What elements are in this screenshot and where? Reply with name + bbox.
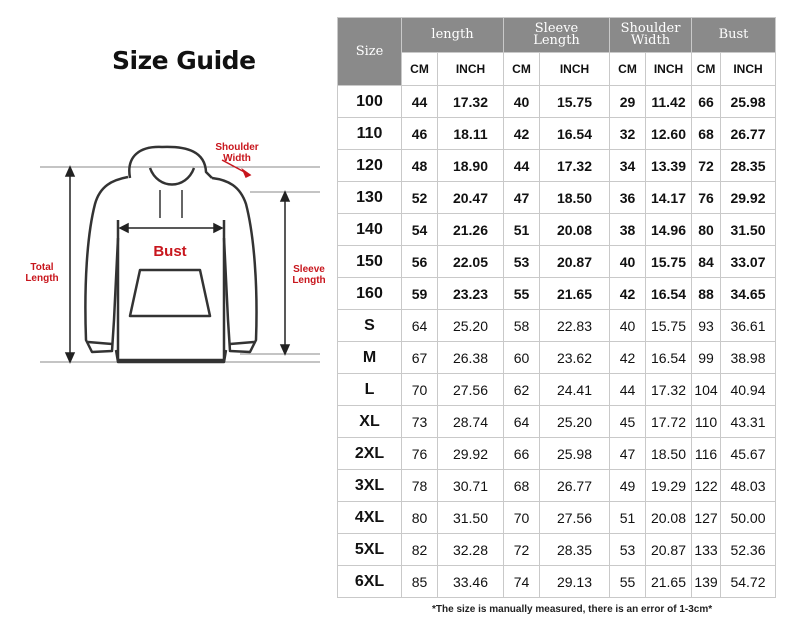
measurement-cell: 50.00 [721, 502, 776, 534]
hoodie-diagram [0, 120, 340, 380]
measurement-cell: 53 [610, 534, 646, 566]
measurement-cell: 17.32 [540, 150, 610, 182]
measurement-cell: 26.38 [438, 342, 504, 374]
table-row [338, 406, 776, 438]
measurement-cell: 21.26 [438, 214, 504, 246]
size-cell: 6XL [338, 566, 402, 598]
sleeve-length-arrow [281, 192, 289, 354]
measurement-cell: 40 [504, 86, 540, 118]
measurement-cell: 11.42 [646, 86, 692, 118]
sleeve-length-label-line1: Sleeve [293, 264, 325, 275]
bust-arrow [120, 224, 222, 232]
measurement-cell: 47 [610, 438, 646, 470]
measurement-cell: 122 [692, 470, 721, 502]
size-cell: 4XL [338, 502, 402, 534]
measurement-cell: 44 [504, 150, 540, 182]
measurement-cell: 45.67 [721, 438, 776, 470]
measurement-cell: 15.75 [646, 310, 692, 342]
size-cell: 120 [338, 150, 402, 182]
measurement-cell: 84 [692, 246, 721, 278]
page-title: Size Guide [112, 46, 256, 75]
measurement-cell: 73 [402, 406, 438, 438]
measurement-cell: 15.75 [540, 86, 610, 118]
measurement-cell: 59 [402, 278, 438, 310]
measurement-cell: 51 [504, 214, 540, 246]
measurement-cell: 72 [504, 534, 540, 566]
measurement-cell: 23.23 [438, 278, 504, 310]
measurement-cell: 74 [504, 566, 540, 598]
table-row [338, 182, 776, 214]
measurement-cell: 48 [402, 150, 438, 182]
table-row [338, 566, 776, 598]
measurement-cell: 18.50 [646, 438, 692, 470]
measurement-cell: 47 [504, 182, 540, 214]
footnote: *The size is manually measured, there is an error of 1-3cm* [432, 604, 713, 615]
measurement-cell: 68 [504, 470, 540, 502]
measurement-cell: 58 [504, 310, 540, 342]
size-header: Size [338, 18, 402, 86]
measurement-cell: 82 [402, 534, 438, 566]
measurement-cell: 55 [504, 278, 540, 310]
measurement-cell: 36 [610, 182, 646, 214]
shoulder-label-line2: Width [223, 153, 251, 164]
length-header: length [402, 18, 504, 53]
measurement-cell: 14.17 [646, 182, 692, 214]
hoodie-illustration [0, 120, 340, 380]
measurement-cell: 53 [504, 246, 540, 278]
table-row [338, 438, 776, 470]
measurement-cell: 19.29 [646, 470, 692, 502]
table-row [338, 374, 776, 406]
unit-row [338, 53, 776, 86]
measurement-cell: 34 [610, 150, 646, 182]
measurement-cell: 27.56 [438, 374, 504, 406]
guide-lines [40, 167, 320, 362]
measurement-cell: 116 [692, 438, 721, 470]
measurement-cell: 20.47 [438, 182, 504, 214]
measurement-cell: 18.90 [438, 150, 504, 182]
measurement-cell: 56 [402, 246, 438, 278]
size-rows [338, 86, 776, 598]
measurement-cell: 42 [504, 118, 540, 150]
measurement-cell: 21.65 [540, 278, 610, 310]
measurement-cell: 32.28 [438, 534, 504, 566]
measurement-cell: 62 [504, 374, 540, 406]
measurement-cell: 22.05 [438, 246, 504, 278]
measurement-cell: 20.08 [646, 502, 692, 534]
measurement-cell: 40 [610, 246, 646, 278]
unit-cell: CM [692, 53, 721, 86]
measurement-cell: 66 [504, 438, 540, 470]
measurement-cell: 29.92 [438, 438, 504, 470]
measurement-cell: 88 [692, 278, 721, 310]
size-cell: 160 [338, 278, 402, 310]
measurement-cell: 127 [692, 502, 721, 534]
table-row [338, 150, 776, 182]
unit-cell: INCH [646, 53, 692, 86]
measurement-cell: 20.87 [540, 246, 610, 278]
shoulder-label-line1: Shoulder [215, 142, 259, 153]
size-cell: 130 [338, 182, 402, 214]
measurement-cell: 133 [692, 534, 721, 566]
measurement-cell: 46 [402, 118, 438, 150]
measurement-cell: 17.32 [438, 86, 504, 118]
bust-header: Bust [692, 18, 776, 53]
measurement-cell: 22.83 [540, 310, 610, 342]
total-length-arrow [66, 167, 74, 362]
size-cell: 150 [338, 246, 402, 278]
measurement-cell: 60 [504, 342, 540, 374]
measurement-cell: 54.72 [721, 566, 776, 598]
measurement-cell: 76 [692, 182, 721, 214]
size-cell: 2XL [338, 438, 402, 470]
measurement-cell: 14.96 [646, 214, 692, 246]
measurement-cell: 17.72 [646, 406, 692, 438]
measurement-cell: 16.54 [646, 342, 692, 374]
measurement-cell: 36.61 [721, 310, 776, 342]
measurement-cell: 33.46 [438, 566, 504, 598]
size-cell: M [338, 342, 402, 374]
measurement-cell: 28.35 [540, 534, 610, 566]
measurement-cell: 25.98 [721, 86, 776, 118]
table-row [338, 246, 776, 278]
sleeve-length-header: Sleeve Length [504, 18, 610, 53]
size-cell: 5XL [338, 534, 402, 566]
measurement-cell: 52.36 [721, 534, 776, 566]
unit-cell: INCH [721, 53, 776, 86]
measurement-cell: 139 [692, 566, 721, 598]
unit-cell: CM [610, 53, 646, 86]
size-cell: 3XL [338, 470, 402, 502]
measurement-cell: 25.20 [438, 310, 504, 342]
table-row [338, 534, 776, 566]
measurement-cell: 25.20 [540, 406, 610, 438]
measurement-cell: 93 [692, 310, 721, 342]
bust-label: Bust [153, 243, 187, 260]
measurement-cell: 80 [692, 214, 721, 246]
size-table [337, 17, 776, 598]
measurement-cell: 42 [610, 278, 646, 310]
measurement-cell: 64 [504, 406, 540, 438]
measurement-cell: 31.50 [721, 214, 776, 246]
measurement-cell: 18.50 [540, 182, 610, 214]
table-row [338, 86, 776, 118]
measurement-cell: 68 [692, 118, 721, 150]
table-row [338, 342, 776, 374]
measurement-cell: 20.08 [540, 214, 610, 246]
measurement-cell: 29.13 [540, 566, 610, 598]
measurement-cell: 99 [692, 342, 721, 374]
measurement-cell: 42 [610, 342, 646, 374]
measurement-cell: 33.07 [721, 246, 776, 278]
unit-cell: INCH [540, 53, 610, 86]
measurement-cell: 15.75 [646, 246, 692, 278]
measurement-cell: 21.65 [646, 566, 692, 598]
measurement-cell: 29.92 [721, 182, 776, 214]
measurement-cell: 45 [610, 406, 646, 438]
measurement-cell: 51 [610, 502, 646, 534]
measurement-cell: 64 [402, 310, 438, 342]
measurement-cell: 44 [402, 86, 438, 118]
measurement-cell: 70 [402, 374, 438, 406]
measurement-cell: 43.31 [721, 406, 776, 438]
table-row [338, 118, 776, 150]
unit-cell: INCH [438, 53, 504, 86]
size-cell: 110 [338, 118, 402, 150]
measurement-cell: 104 [692, 374, 721, 406]
measurement-cell: 78 [402, 470, 438, 502]
unit-cell: CM [504, 53, 540, 86]
measurement-cell: 13.39 [646, 150, 692, 182]
sleeve-length-label-line2: Length [292, 275, 326, 286]
measurement-cell: 23.62 [540, 342, 610, 374]
measurement-cell: 24.41 [540, 374, 610, 406]
header-group-row [338, 18, 776, 53]
table-row [338, 502, 776, 534]
measurement-cell: 38 [610, 214, 646, 246]
measurement-cell: 34.65 [721, 278, 776, 310]
measurement-cell: 27.56 [540, 502, 610, 534]
measurement-cell: 54 [402, 214, 438, 246]
measurement-cell: 18.11 [438, 118, 504, 150]
size-cell: 100 [338, 86, 402, 118]
measurement-cell: 32 [610, 118, 646, 150]
measurement-cell: 38.98 [721, 342, 776, 374]
measurement-cell: 40.94 [721, 374, 776, 406]
measurement-cell: 25.98 [540, 438, 610, 470]
measurement-cell: 12.60 [646, 118, 692, 150]
measurement-cell: 28.74 [438, 406, 504, 438]
measurement-cell: 26.77 [721, 118, 776, 150]
measurement-cell: 29 [610, 86, 646, 118]
measurement-cell: 67 [402, 342, 438, 374]
measurement-cell: 66 [692, 86, 721, 118]
table-row [338, 470, 776, 502]
hoodie-drawstrings [160, 190, 182, 218]
measurement-cell: 30.71 [438, 470, 504, 502]
measurement-cell: 72 [692, 150, 721, 182]
measurement-cell: 48.03 [721, 470, 776, 502]
measurement-cell: 70 [504, 502, 540, 534]
measurement-cell: 16.54 [540, 118, 610, 150]
measurement-cell: 85 [402, 566, 438, 598]
table-row [338, 310, 776, 342]
measurement-cell: 31.50 [438, 502, 504, 534]
size-cell: 140 [338, 214, 402, 246]
measurement-cell: 20.87 [646, 534, 692, 566]
measurement-cell: 40 [610, 310, 646, 342]
total-length-label-line2: Length [25, 273, 59, 284]
measurement-cell: 80 [402, 502, 438, 534]
size-cell: L [338, 374, 402, 406]
size-cell: S [338, 310, 402, 342]
measurement-cell: 55 [610, 566, 646, 598]
measurement-cell: 110 [692, 406, 721, 438]
measurement-cell: 44 [610, 374, 646, 406]
measurement-cell: 16.54 [646, 278, 692, 310]
measurement-cell: 76 [402, 438, 438, 470]
total-length-label-line1: Total [30, 262, 54, 273]
shoulder-width-header: Shoulder Width [610, 18, 692, 53]
measurement-cell: 52 [402, 182, 438, 214]
measurement-cell: 49 [610, 470, 646, 502]
unit-cell: CM [402, 53, 438, 86]
table-row [338, 214, 776, 246]
measurement-cell: 28.35 [721, 150, 776, 182]
size-cell: XL [338, 406, 402, 438]
table-row [338, 278, 776, 310]
measurement-cell: 17.32 [646, 374, 692, 406]
measurement-cell: 26.77 [540, 470, 610, 502]
